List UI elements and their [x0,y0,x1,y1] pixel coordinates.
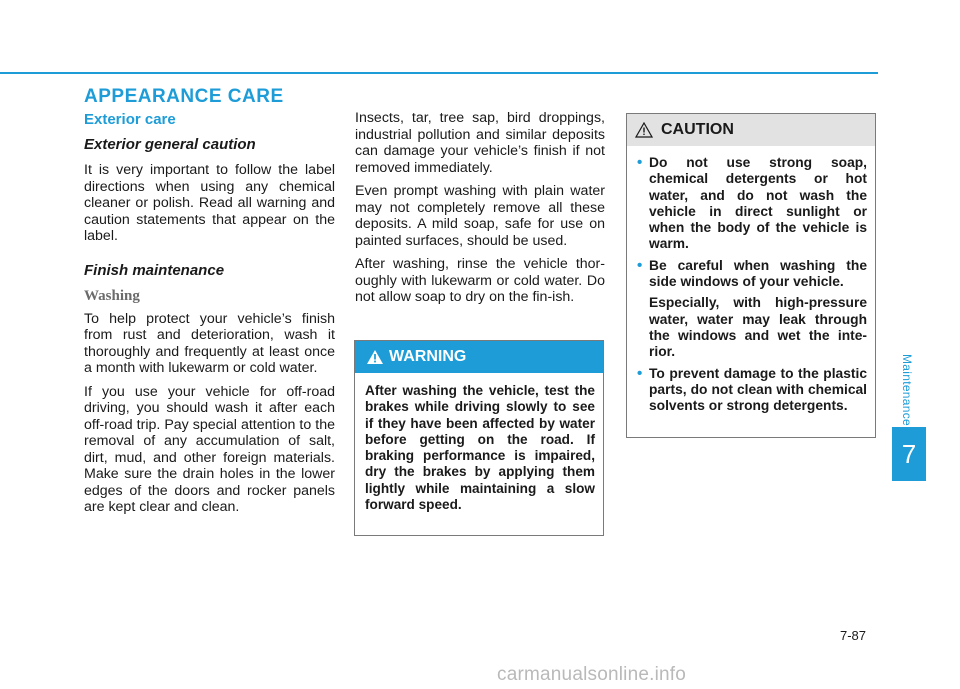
chapter-number-box [892,427,926,481]
caution-title: CAUTION [661,121,734,138]
middle-column [355,110,605,313]
caution-item [637,366,867,415]
warning-box [354,340,604,536]
caution-triangle-icon [635,122,653,138]
bullet-icon: • [637,154,643,171]
paragraph: It is very important to follow the label directions when using any chemical cleaner or polish. Read all warning and caution statements that appear on the label. [84,162,335,244]
bullet-icon: • [637,364,643,382]
caution-item [637,258,867,361]
warning-triangle-icon [367,350,383,364]
warning-text: After washing the vehicle, test the brakes while driving slowly to see if they have been affected by water before getting on the road. If braking performance is impaired, dry the brakes by applying them lightly while maintaining a slow forward speed. [365,383,595,513]
caution-item-extra: Especially, with high-pressure water, water may leak through the windows and wet the inte-rior. [649,295,867,360]
warning-header [355,341,603,373]
caution-list [627,146,875,414]
left-column [84,112,335,523]
caution-header [627,114,875,146]
caution-box [626,113,876,438]
paragraph: Even prompt washing with plain water may not completely remove all these deposits. A mild soap, safe for use on painted surfaces, should be used. [355,183,605,249]
caution-item-text: To prevent damage to the plastic parts, do not clean with chemical solvents or strong detergents. [649,365,867,414]
caution-item-text: Be careful when washing the side windows of your vehicle. [649,257,867,290]
paragraph: To help protect your vehicle’s finish from rust and deterioration, wash it thoroughly and frequently at least once a month with lukewarm or cold water. [84,310,335,376]
warning-title: WARNING [389,348,467,365]
exterior-caution-heading: Exterior general caution [84,135,256,153]
top-rule [0,72,878,74]
side-tab-label [894,340,920,440]
page-number: 7-87 [840,628,867,643]
paragraph: If you use your vehicle for off-road driving, you should wash it after each off-road trip. Pay special attention to the removal of any accumulation of salt, dirt, mud, and other foreign materials. Make sure the drain holes in the lower edges of the doors and rocker panels are kept clear and clean. [84,383,335,515]
watermark: carmanualsonline.info [497,664,687,685]
exterior-care-heading: Exterior care [84,111,176,128]
washing-heading: Washing [84,288,140,304]
chapter-name: Maintenance [900,353,915,427]
chapter-number: 7 [901,438,917,469]
caution-item-text: Do not use strong soap, chemical detergents or hot water, and do not wash the vehicle in direct sunlight or when the body of the vehicle is warm. [649,155,867,252]
finish-maintenance-heading: Finish maintenance [84,261,225,279]
bullet-icon: • [637,256,643,274]
caution-item [637,155,867,253]
paragraph: Insects, tar, tree sap, bird droppings, industrial pollution and similar deposits can damage your vehicle’s finish if not removed immediately. [355,110,605,176]
paragraph: After washing, rinse the vehicle thor-oughly with lukewarm or cold water. Do not allow soap to dry on the fin-ish. [355,256,605,305]
section-title: APPEARANCE CARE [84,86,284,107]
